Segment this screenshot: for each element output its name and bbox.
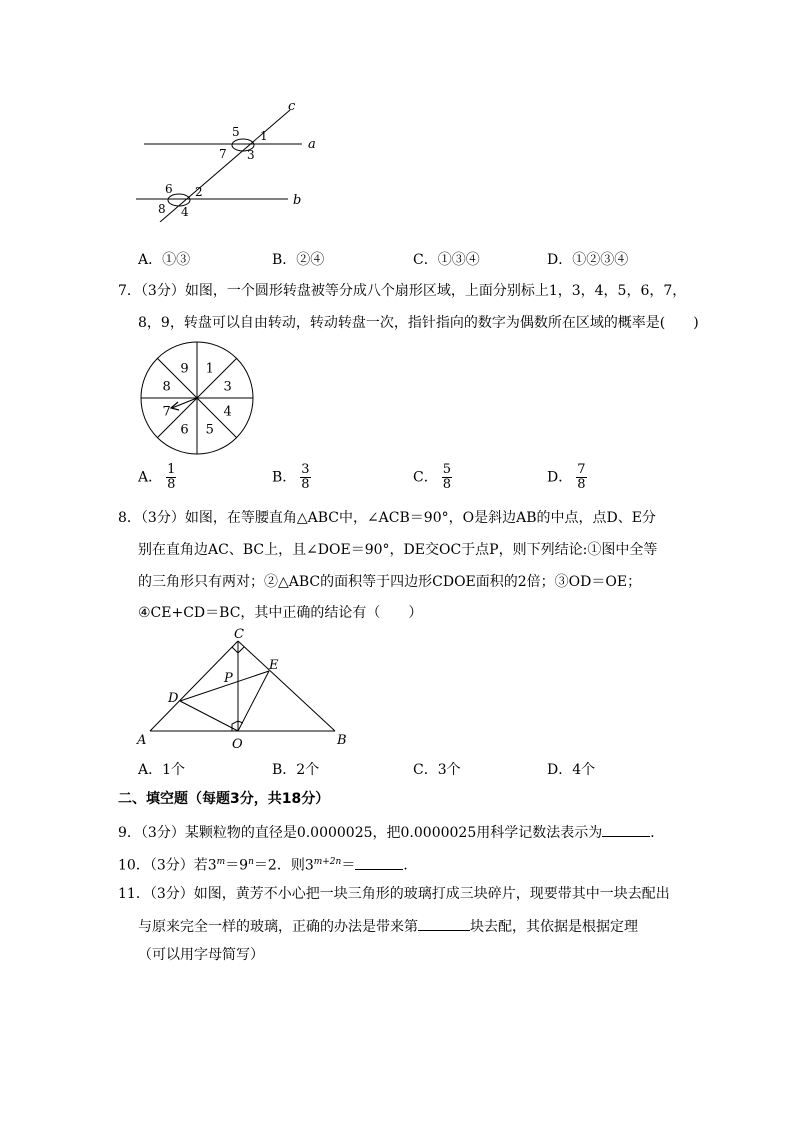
q6-option-b[interactable]: B．②④ xyxy=(272,252,325,268)
fraction: $\frac{3}{8}$ xyxy=(301,462,310,492)
q7-stem-line2: 8，9，转盘可以自由转动，转动转盘一次，指针指向的数字为偶数所在区域的概率是( ) xyxy=(138,315,699,331)
vertex-c-label: C xyxy=(234,627,244,642)
label-6: 6 xyxy=(165,182,173,196)
vertex-b-label: B xyxy=(337,733,347,748)
q8-option-b[interactable]: B．2个 xyxy=(272,762,320,778)
q8-option-c[interactable]: C．3个 xyxy=(413,762,461,778)
q8-option-d[interactable]: D．4个 xyxy=(547,762,596,778)
fraction: $\frac{7}{8}$ xyxy=(577,462,586,492)
side-bc xyxy=(238,641,335,731)
triangle-abc-figure xyxy=(132,624,356,754)
q6-option-c[interactable]: C．①③④ xyxy=(413,252,480,268)
q7-option-d[interactable]: D． $\frac{7}{8}$ xyxy=(547,462,586,492)
vertex-a-label: A xyxy=(137,733,147,748)
point-e-label: E xyxy=(269,658,279,673)
q7-option-c[interactable]: C． $\frac{5}{8}$ xyxy=(413,462,451,492)
point-d-label: D xyxy=(168,691,179,706)
line-c xyxy=(160,110,290,222)
q11-stem-line2: 与原来完全一样的玻璃，正确的办法是带来第 块去配，其依据是根据定理 xyxy=(138,916,638,936)
q6-option-a[interactable]: A．①③ xyxy=(138,252,191,268)
wheel-number-9: 9 xyxy=(180,361,189,377)
section-heading: 二、填空题（每题3分，共18分） xyxy=(118,791,330,807)
q7-option-b[interactable]: B． $\frac{3}{8}$ xyxy=(272,462,310,492)
label-2: 2 xyxy=(195,185,203,199)
point-p-label: P xyxy=(224,671,233,686)
q11-answer-blank[interactable] xyxy=(418,916,470,931)
q8-stem-line3: 的三角形只有两对；②△ABC的面积等于四边形CDOE面积的2倍；③OD＝OE； xyxy=(138,574,642,590)
q9-stem: 9．（3分）某颗粒物的直径是0.0000025，把0.0000025用科学记数法表示为 ． xyxy=(118,822,664,842)
q8-stem-line1: 8．（3分）如图，在等腰直角△ABC中，∠ACB＝90°，O是斜边AB的中点，点D、E分 xyxy=(118,510,656,526)
wheel-number-4: 4 xyxy=(223,404,232,420)
label-c: c xyxy=(288,99,296,114)
point-o-label: O xyxy=(232,737,243,752)
segment-do xyxy=(180,701,238,731)
q10-stem: 10．（3分）若$3^m=9^n=2$．则$3^{m+2n}=$ ． xyxy=(118,853,417,875)
q7-option-a[interactable]: A． $\frac{1}{8}$ xyxy=(138,462,176,492)
label-a: a xyxy=(308,137,316,152)
q8-stem-line4: ④CE+CD＝BC，其中正确的结论有（ ） xyxy=(138,605,423,621)
q10-answer-blank[interactable] xyxy=(355,855,403,870)
q8-stem-line2: 别在直角边AC、BC上，且∠DOE＝90°，DE交OC于点P，则下列结论:①图中全等 xyxy=(138,542,658,558)
wheel-number-6: 6 xyxy=(180,422,189,438)
label-4: 4 xyxy=(181,205,189,219)
wheel-number-3: 3 xyxy=(223,379,232,395)
spinner-wheel-figure xyxy=(138,340,256,458)
label-8: 8 xyxy=(158,202,166,216)
wheel-number-1: 1 xyxy=(205,361,214,377)
fraction: $\frac{5}{8}$ xyxy=(442,462,451,492)
fraction: $\frac{1}{8}$ xyxy=(167,462,176,492)
q8-option-a[interactable]: A．1个 xyxy=(138,762,186,778)
wheel-number-8: 8 xyxy=(162,379,171,395)
label-5: 5 xyxy=(232,125,240,139)
label-1: 1 xyxy=(260,129,268,143)
wheel-pointer xyxy=(172,398,197,408)
q9-answer-blank[interactable] xyxy=(602,822,650,837)
parallel-lines-figure xyxy=(130,98,330,222)
label-b: b xyxy=(293,193,302,208)
wheel-number-5: 5 xyxy=(205,422,214,438)
q7-stem-line1: 7．（3分）如图，一个圆形转盘被等分成八个扇形区域，上面分别标上1，3，4，5，6，7， xyxy=(118,283,687,299)
q11-stem-line1: 11．（3分）如图，黄芳不小心把一块三角形的玻璃打成三块碎片，现要带其中一块去配出 xyxy=(118,886,670,902)
q11-stem-line3: （可以用字母简写） xyxy=(138,947,264,963)
label-3: 3 xyxy=(247,148,255,162)
q6-option-d[interactable]: D．①②③④ xyxy=(547,252,629,268)
label-7: 7 xyxy=(219,147,227,161)
wheel-number-7: 7 xyxy=(162,404,171,420)
